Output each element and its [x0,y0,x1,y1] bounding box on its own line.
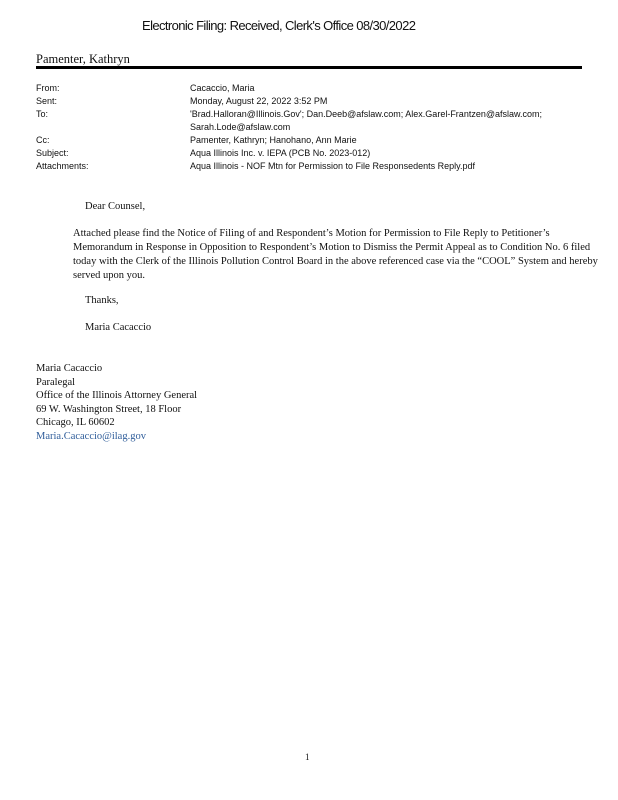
header-divider [36,66,582,69]
from-label: From: [36,83,60,93]
email-body-paragraph: Attached please find the Notice of Filing of and Respondent’s Motion for Permission to File Reply to Petitioner’s Memorandum in Response in Opposition to Respondent’s Motion to Dismiss the Permit Appeal as to Condition No. 6 filed today with the Clerk of the Illinois Pollution Control Board in the above referenced case via the “COOL” System and hereby served upon you. [73,228,598,281]
email-header-fields [36,82,596,173]
subject-value: Aqua Illinois Inc. v. IEPA (PCB No. 2023-012) [190,148,371,158]
meta-row-to [36,108,596,134]
meta-row-cc [36,134,596,147]
attachments-value: Aqua Illinois - NOF Mtn for Permission to File Responsedents Reply.pdf [190,161,475,171]
from-value: Cacaccio, Maria [190,83,255,93]
subject-label: Subject: [36,148,69,158]
email-greeting: Dear Counsel, [85,201,146,212]
sent-value: Monday, August 22, 2022 3:52 PM [190,96,328,106]
attachments-label: Attachments: [36,161,89,171]
cc-value: Pamenter, Kathryn; Hanohano, Ann Marie [190,135,357,145]
email-thanks: Thanks, [85,295,119,306]
signature-office: Office of the Illinois Attorney General [36,390,198,401]
to-value: 'Brad.Halloran@Illinois.Gov'; Dan.Deeb@afslaw.com; Alex.Garel-Frantzen@afslaw.com; Sarah.Lode@afslaw.com [190,109,542,132]
meta-row-from [36,82,596,95]
sent-label: Sent: [36,96,58,106]
page-number: 1 [305,752,310,762]
meta-row-subject [36,147,596,160]
to-label: To: [36,109,49,119]
electronic-filing-stamp: Electronic Filing: Received, Clerk's Office 08/30/2022 [142,18,416,33]
signature-email-link[interactable]: Maria.Cacaccio@ilag.gov [36,430,146,442]
email-signoff-name: Maria Cacaccio [85,322,152,333]
signature-street: 69 W. Washington Street, 18 Floor [36,403,182,415]
mailbox-owner-name: Pamenter, Kathryn [36,52,130,66]
cc-label: Cc: [36,135,50,145]
meta-row-sent [36,95,596,108]
signature-title: Paralegal [36,376,76,388]
signature-city: Chicago, IL 60602 [36,417,115,428]
signature-name: Maria Cacaccio [36,363,103,374]
email-signature [36,362,197,443]
meta-row-attachments [36,160,596,173]
